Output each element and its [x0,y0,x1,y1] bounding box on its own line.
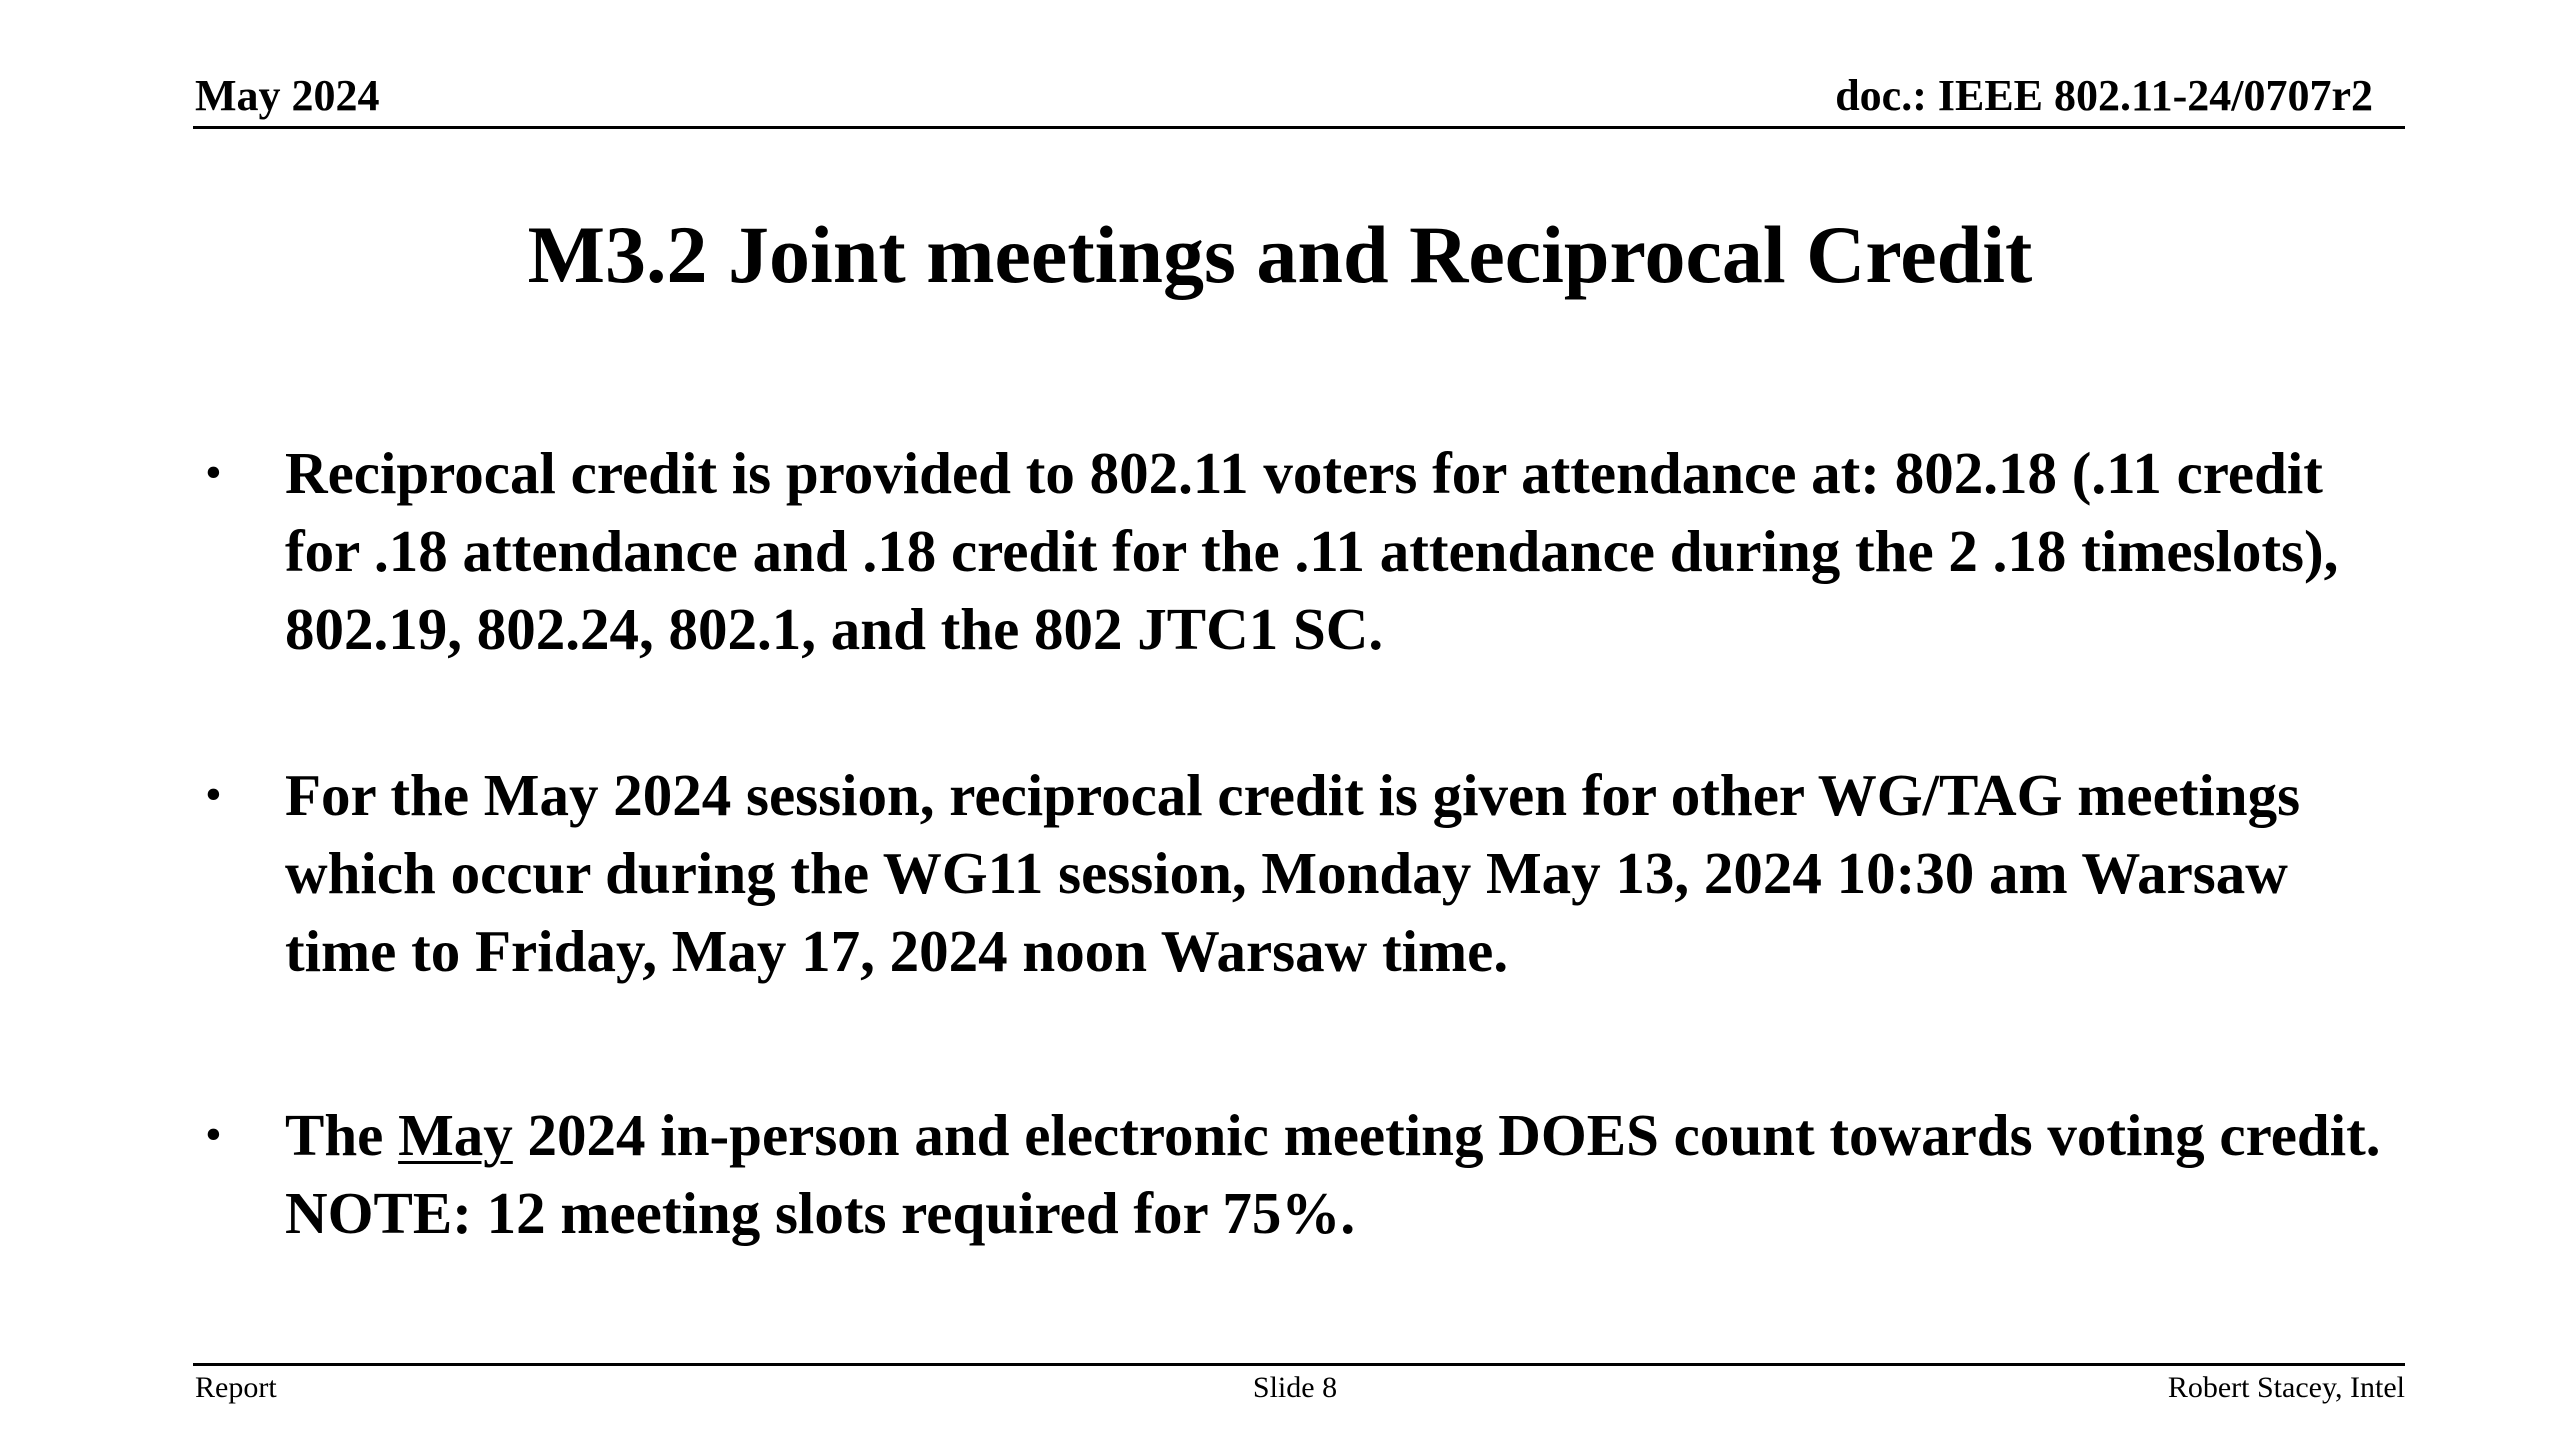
bullet-marker: • [205,446,222,499]
bullet-text-before: The [285,1102,399,1168]
bullet-item-may-session [205,756,2405,990]
bullet-text: For the May 2024 session, reciprocal credit is given for other WG/TAG meetings which occur during the WG11 session, Monday May 13, 2024 10:30 am Warsaw time to Friday, May 17, 2024 noon Warsaw time. [285,762,2301,984]
footer-report-label: Report [195,1371,277,1404]
bullet-item-reciprocal-credit [205,434,2405,668]
header-date: May 2024 [195,71,380,120]
footer-slide-number: Slide 8 [1252,1371,1338,1404]
header-doc-id: doc.: IEEE 802.11-24/0707r2 [1835,71,2373,120]
bullet-text-after: 2024 in-person and electronic meeting DOES count towards voting credit. NOTE: 12 meeting slots required for 75%. [285,1102,2381,1246]
bullet-list [205,434,2405,1252]
footer-author: Robert Stacey, Intel [2167,1371,2405,1404]
bullet-marker: • [205,768,222,821]
bullet-text-underlined: May [398,1102,513,1168]
slide-title: M3.2 Joint meetings and Reciprocal Credit [527,209,2033,300]
bullet-text: Reciprocal credit is provided to 802.11 voters for attendance at: 802.18 (.11 credit for .18 attendance and .18 credit for the .11 attendance during the 2 .18 timeslots), 802.19, 802.24, 802.1, and the 802 JTC1 SC. [285,440,2339,662]
bullet-item-voting-credit [205,1096,2405,1252]
footer-divider [193,1363,2405,1366]
header-divider [193,126,2405,129]
bullet-marker: • [205,1108,222,1161]
